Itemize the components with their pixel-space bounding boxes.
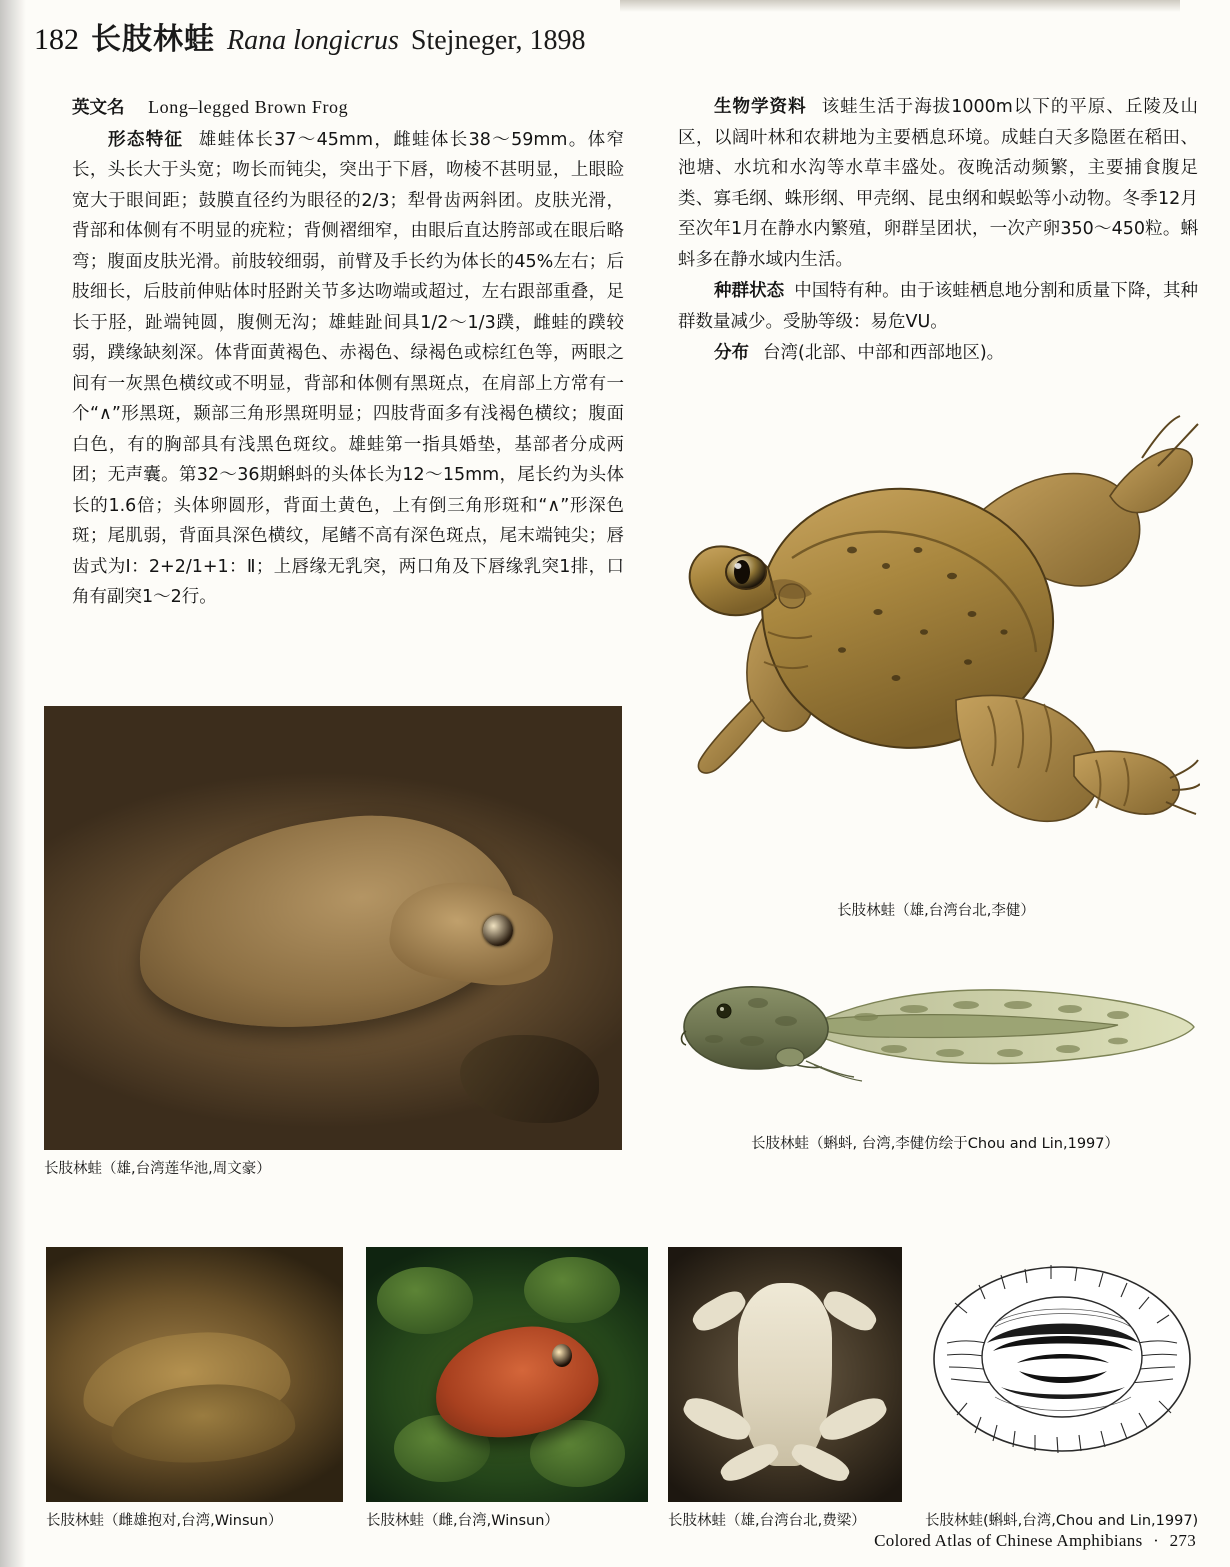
right-text-column: [678, 92, 1198, 370]
english-name-paragraph: [72, 92, 624, 124]
distribution-label: 分布: [714, 343, 749, 363]
figure-ventral-caption: 长肢林蛙（雄,台湾台北,费梁）: [668, 1513, 866, 1529]
figure-amplexus-photo: [46, 1247, 343, 1529]
figure-tadpole-illustration: [666, 965, 1204, 1152]
hind-foot-right: [788, 1439, 853, 1486]
footer-page-number: 273: [1169, 1531, 1196, 1550]
page-title: [34, 14, 1200, 58]
frog-illustration-svg: [672, 400, 1200, 840]
biology-label: 生物学资料: [714, 97, 807, 117]
entry-number: 182: [34, 23, 79, 56]
tadpole-illustration-svg: [666, 965, 1204, 1093]
population-paragraph: [678, 276, 1198, 337]
english-name-label: 英文名: [72, 98, 125, 118]
leaf-litter-shape: [460, 1035, 599, 1124]
figure-main-photo: [44, 706, 622, 1177]
frog-venter-shape: [738, 1283, 832, 1467]
female-frog-eye-shape: [552, 1344, 572, 1367]
species-authority: Stejneger, 1898: [410, 25, 586, 56]
species-latin-name: Rana longicrus: [227, 25, 399, 56]
page-edge-shadow: [0, 0, 26, 1567]
leaf-shape-1: [377, 1267, 473, 1333]
morphology-text: 雄蛙体长37～45mm，雌蛙体长38～59mm。体窄长，头长大于头宽；吻长而钝尖，突出于下唇，吻棱不甚明显，上眼睑宽大于眼间距；鼓膜直径约为眼径的2/3；犁骨齿两斜团。皮肤光滑，背部和体侧有不明显的疣粒；背侧褶细窄，由眼后直达胯部或在眼后略弯；腹面皮肤光滑。前肢较细弱，前臂及手长约为体长的45%左右；后肢细长，后肢前伸贴体时胫跗关节多达吻端或超过，左右跟部重叠，足长于胫，趾端钝圆，腹侧无沟；雄蛙趾间具1/2～1/3蹼，雌蛙的蹼较弱，蹼缘缺刻深。体背面黄褐色、赤褐色、绿褐色或棕红色等，两眼之间有一灰黑色横纹或不明显，背部和体侧有黑斑点，在肩部上方常有一个“∧”形黑斑，颞部三角形黑斑明显；四肢背面多有浅褐色横纹；腹面白色，有的胸部具有浅黑色斑纹。雄蛙第一指具婚垫，基部者分成两团；无声囊。第32～36期蝌蚪的头体长为12～15mm，尾长约为头体长的1.6倍；头体卵圆形，背面土黄色，上有倒三角形斑和“∧”形深色斑；尾肌弱，背面具深色横纹，尾鳍不高有深色斑点，尾末端钝尖；唇齿式为Ⅰ：2+2/1+1：Ⅱ；上唇缘无乳突，两口角及下唇缘乳突1排，口角有副突1～2行。: [72, 129, 624, 607]
morphology-paragraph: [72, 125, 624, 613]
population-text: 中国特有种。由于该蛙栖息地分割和质量下降，其种群数量减少。受胁等级：易危VU。: [678, 281, 1199, 332]
figure-tadpole-caption: 长肢林蛙（蝌蚪, 台湾,李健仿绘于Chou and Lin,1997）: [750, 1136, 1119, 1152]
figure-amplexus-caption: 长肢林蛙（雌雄抱对,台湾,Winsun）: [46, 1513, 283, 1529]
english-name-value: Long–legged Brown Frog: [148, 97, 349, 117]
distribution-text: 台湾(北部、中部和西部地区)。: [763, 343, 1005, 363]
distribution-paragraph: [678, 338, 1198, 369]
figure-adult-illustration: [672, 400, 1200, 919]
population-label: 种群状态: [714, 281, 785, 301]
figure-female-caption: 长肢林蛙（雌,台湾,Winsun）: [366, 1513, 559, 1529]
footer-book-title: Colored Atlas of Chinese Amphibians: [874, 1531, 1143, 1550]
page-top-bleed: [620, 0, 1180, 12]
morphology-label: 形态特征: [108, 129, 184, 150]
figure-oral-disc-caption: 长肢林蛙(蝌蚪,台湾,Chou and Lin,1997): [925, 1513, 1199, 1529]
figure-oral-disc-illustration: [925, 1247, 1200, 1529]
frog-habitat-photo: [44, 706, 622, 1150]
amplexus-pair-photo: [46, 1247, 343, 1502]
ventral-view-photo: [668, 1247, 902, 1502]
oral-disc-drawing: [925, 1247, 1200, 1502]
adult-frog-drawing: [672, 400, 1200, 892]
biology-paragraph: [678, 92, 1198, 275]
leaf-shape-2: [524, 1257, 620, 1323]
figure-female-photo: [366, 1247, 648, 1529]
frog-eye-shape: [483, 915, 513, 946]
oral-disc-svg: [925, 1247, 1200, 1467]
figure-ventral-photo: [668, 1247, 902, 1529]
page-footer: [874, 1531, 1196, 1551]
tadpole-drawing: [666, 965, 1204, 1125]
female-frog-photo: [366, 1247, 648, 1502]
figure-adult-caption: 长肢林蛙（雄,台湾台北,李健）: [837, 903, 1035, 919]
biology-text: 该蛙生活于海拔1000m以下的平原、丘陵及山区，以阔叶林和农耕地为主要栖息环境。成蛙白天多隐匿在稻田、池塘、水坑和水沟等水草丰盛处。夜晚活动频繁，主要捕食腹足类、寡毛纲、蛛形纲、甲壳纲、昆虫纲和蜈蚣等小动物。冬季12月至次年1月在静水内繁殖，卵群呈团状，一次产卵350～450粒。蝌蚪多在静水域内生活。: [678, 97, 1198, 270]
species-chinese-name: 长肢林蛙: [91, 22, 215, 57]
figure-main-photo-caption: 长肢林蛙（雄,台湾莲华池,周文豪）: [44, 1161, 271, 1177]
left-text-column: [72, 92, 624, 614]
footer-separator: ·: [1153, 1531, 1160, 1550]
